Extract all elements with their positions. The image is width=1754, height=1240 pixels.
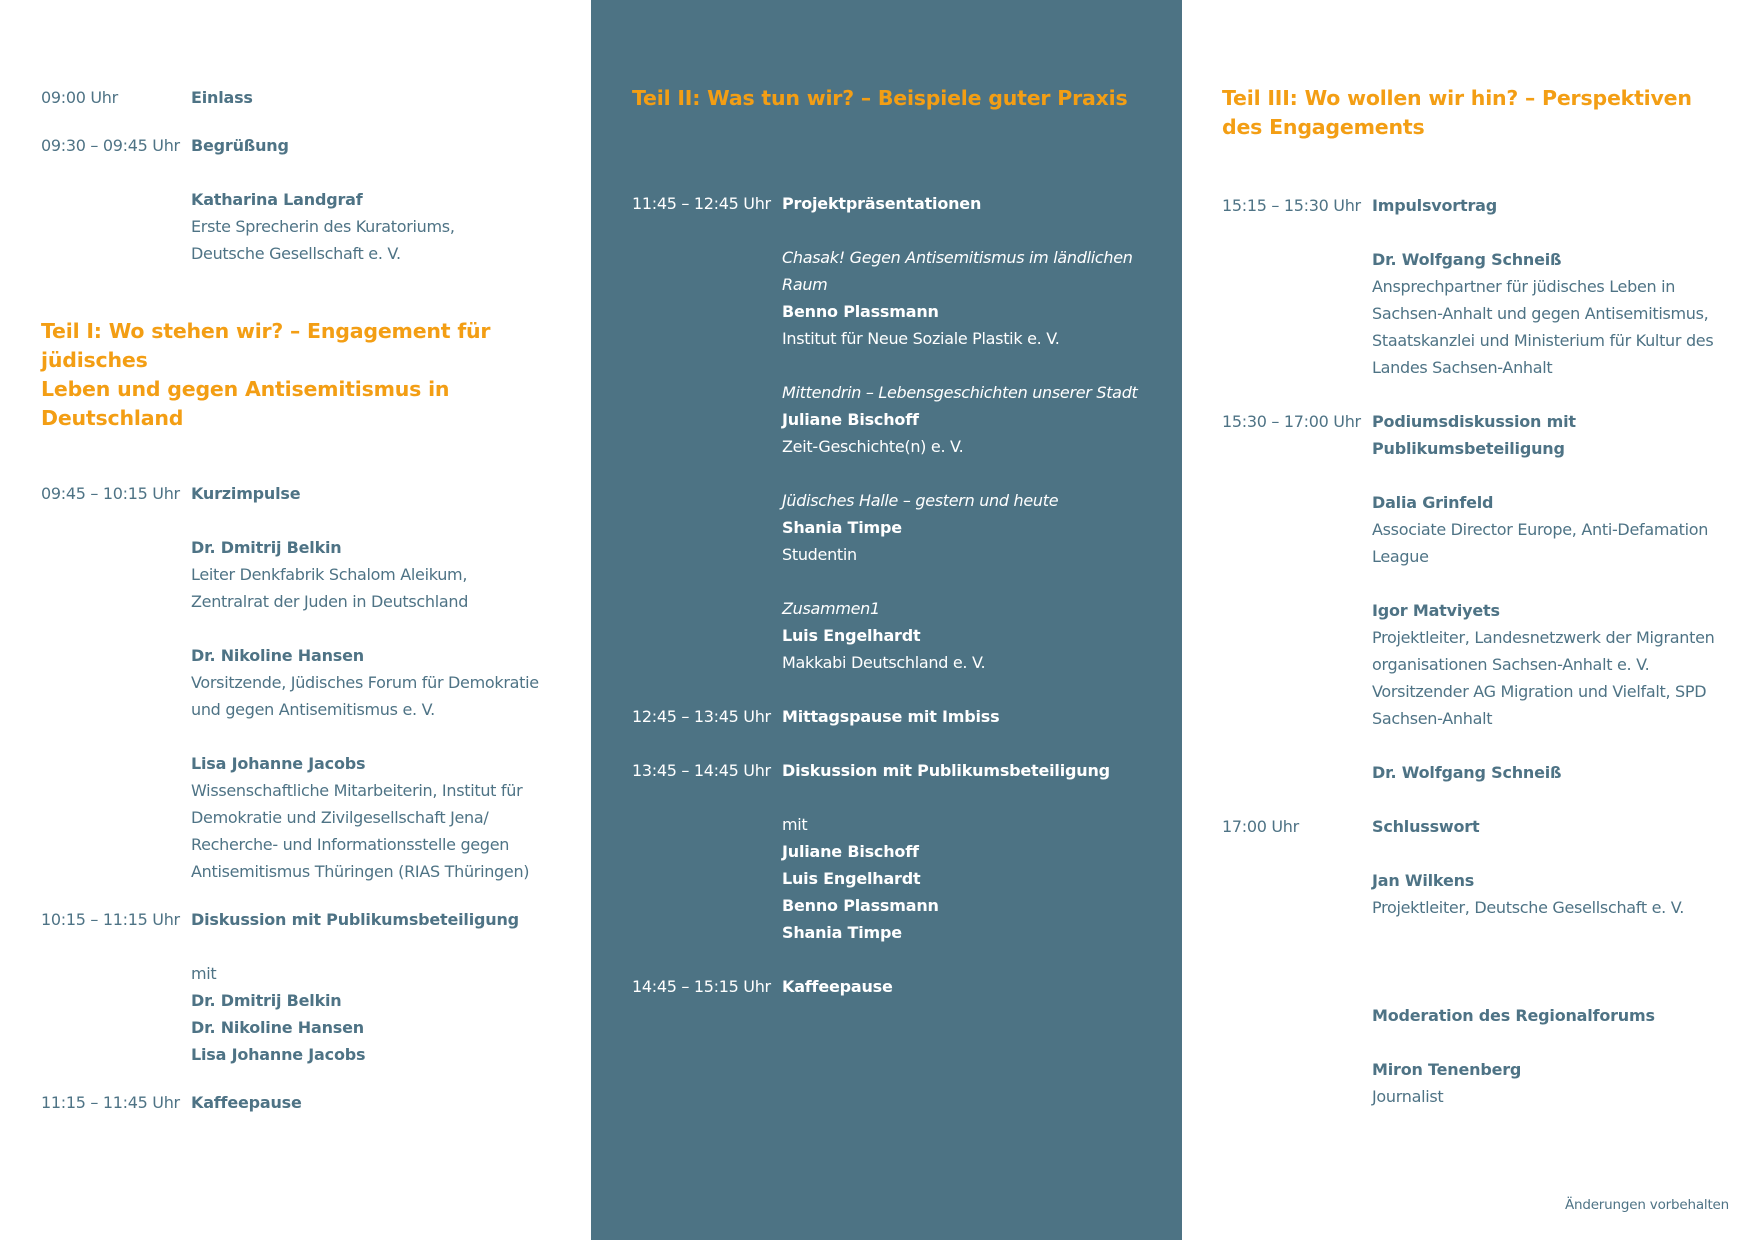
agenda-title: Schlusswort: [1372, 817, 1480, 836]
speaker-block: [191, 534, 551, 615]
time-label: 13:45 – 14:45 Uhr: [632, 761, 771, 780]
speaker-role: Vorsitzende, Jüdisches Forum für Demokratie: [191, 673, 539, 692]
speaker-role: Vorsitzender AG Migration und Vielfalt, SPD: [1372, 682, 1707, 701]
agenda-title: Projektpräsentationen: [782, 194, 982, 213]
moderation-title: Moderation des Regionalforums: [1372, 1006, 1655, 1025]
speaker-role: und gegen Antisemitismus e. V.: [191, 700, 435, 719]
speaker-name: Lisa Johanne Jacobs: [191, 754, 366, 773]
moderator-role: Journalist: [1372, 1087, 1444, 1106]
project-title: Chasak! Gegen Antisemitismus im ländlichen Raum: [782, 248, 1133, 294]
speaker-name: Jan Wilkens: [1372, 871, 1475, 890]
presenter-org: Zeit-Geschichte(n) e. V.: [782, 437, 964, 456]
time-label: 12:45 – 13:45 Uhr: [632, 707, 771, 726]
program-column-2: [591, 0, 1182, 1240]
agenda-title: Diskussion mit Publikumsbeteiligung: [782, 761, 1110, 780]
changes-reserved-note: Änderungen vorbehalten: [1564, 1197, 1729, 1213]
agenda-item-kaffeepause: [632, 973, 1142, 1000]
speaker-role: Deutsche Gesellschaft e. V.: [191, 244, 401, 263]
speaker-role: Projektleiter, Deutsche Gesellschaft e. V.: [1372, 898, 1685, 917]
time-label: 11:45 – 12:45 Uhr: [632, 194, 771, 213]
speaker-role: Projektleiter, Landesnetzwerk der Migranten: [1372, 628, 1715, 647]
speaker-role: Leiter Denkfabrik Schalom Aleikum,: [191, 565, 468, 584]
project-block: [782, 487, 1142, 568]
time-label: 15:15 – 15:30 Uhr: [1222, 196, 1361, 215]
time-label: 14:45 – 15:15 Uhr: [632, 977, 771, 996]
participant-name: Lisa Johanne Jacobs: [191, 1045, 366, 1064]
agenda-item-impulsvortrag: [1222, 192, 1734, 381]
speaker-role: Associate Director Europe, Anti-Defamation: [1372, 520, 1709, 539]
participant-name: Dr. Nikoline Hansen: [191, 1018, 364, 1037]
agenda-title: Mittagspause mit Imbiss: [782, 707, 1000, 726]
agenda-item-podiumsdiskussion: [1222, 408, 1734, 786]
agenda-item-kaffeepause: [41, 1089, 551, 1116]
agenda-title: Begrüßung: [191, 136, 289, 155]
presenter-name: Benno Plassmann: [782, 302, 939, 321]
speaker-role: Antisemitismus Thüringen (RIAS Thüringen): [191, 862, 530, 881]
speaker-role: Staatskanzlei und Ministerium für Kultur des: [1372, 331, 1714, 350]
with-label: mit: [191, 964, 217, 983]
presenter-org: Studentin: [782, 545, 857, 564]
speaker-role: Sachsen-Anhalt und gegen Antisemitismus,: [1372, 304, 1709, 323]
presenter-name: Juliane Bischoff: [782, 410, 919, 429]
program-column-1: [0, 0, 591, 1240]
time-label: 10:15 – 11:15 Uhr: [41, 910, 180, 929]
speaker-block: [191, 750, 551, 885]
participant-name: Dr. Dmitrij Belkin: [191, 991, 342, 1010]
agenda-title: Diskussion mit Publikumsbeteiligung: [191, 910, 519, 929]
agenda-item-schlusswort: [1222, 813, 1734, 921]
presenter-name: Shania Timpe: [782, 518, 902, 537]
speaker-name: Dr. Nikoline Hansen: [191, 646, 364, 665]
project-title: Jüdisches Halle – gestern und heute: [782, 491, 1059, 510]
time-label: 09:00 Uhr: [41, 88, 118, 107]
speaker-name: Dr. Wolfgang Schneiß: [1372, 250, 1562, 269]
agenda-item-projekte: [632, 190, 1142, 676]
time-label: 09:30 – 09:45 Uhr: [41, 136, 180, 155]
agenda-title: Kaffeepause: [191, 1093, 302, 1112]
section-title-teil-1: Teil I: Wo stehen wir? – Engagement für jüdisches Leben und gegen Antisemitismus in Deutschland: [41, 319, 491, 430]
speaker-role: Sachsen-Anhalt: [1372, 709, 1493, 728]
speaker-name: Igor Matviyets: [1372, 601, 1500, 620]
presenter-org: Institut für Neue Soziale Plastik e. V.: [782, 329, 1060, 348]
agenda-title: Publikumsbeteiligung: [1372, 439, 1565, 458]
agenda-item-einlass: [41, 84, 551, 111]
speaker-name: Dr. Wolfgang Schneiß: [1372, 763, 1562, 782]
speaker-role: Wissenschaftliche Mitarbeiterin, Institut für: [191, 781, 523, 800]
speaker-block: [1372, 597, 1734, 732]
time-label: 17:00 Uhr: [1222, 817, 1299, 836]
speaker-name: Dr. Dmitrij Belkin: [191, 538, 342, 557]
speaker-role: Ansprechpartner für jüdisches Leben in: [1372, 277, 1676, 296]
time-label: 09:45 – 10:15 Uhr: [41, 484, 180, 503]
agenda-item-diskussion: [632, 757, 1142, 946]
participant-name: Shania Timpe: [782, 923, 902, 942]
speaker-name: Katharina Landgraf: [191, 190, 363, 209]
participant-name: Luis Engelhardt: [782, 869, 921, 888]
speaker-block: [191, 642, 551, 723]
with-label: mit: [782, 815, 808, 834]
program-column-3: [1182, 0, 1754, 1240]
agenda-title: Einlass: [191, 88, 253, 107]
speaker-role: League: [1372, 547, 1429, 566]
speaker-role: Zentralrat der Juden in Deutschland: [191, 592, 469, 611]
project-block: [782, 595, 1142, 676]
presenter-org: Makkabi Deutschland e. V.: [782, 653, 986, 672]
project-block: [782, 244, 1142, 352]
project-block: [782, 379, 1142, 460]
speaker-block: [1372, 759, 1734, 786]
speaker-role: Recherche- und Informationsstelle gegen: [191, 835, 510, 854]
project-title: Mittendrin – Lebensgeschichten unserer Stadt: [782, 383, 1138, 402]
agenda-item-kurzimpulse: [41, 480, 551, 885]
speaker-role: Demokratie und Zivilgesellschaft Jena/: [191, 808, 489, 827]
time-label: 15:30 – 17:00 Uhr: [1222, 412, 1361, 431]
agenda-item-diskussion: [41, 906, 551, 1068]
section-title-teil-2: Teil II: Was tun wir? – Beispiele guter Praxis: [632, 86, 1128, 110]
agenda-item-begruessung: [41, 132, 551, 267]
moderation-block: [1222, 1002, 1734, 1110]
participant-name: Juliane Bischoff: [782, 842, 919, 861]
agenda-title: Podiumsdiskussion mit: [1372, 412, 1576, 431]
agenda-title: Impulsvortrag: [1372, 196, 1497, 215]
speaker-role: Landes Sachsen-Anhalt: [1372, 358, 1553, 377]
agenda-title: Kurzimpulse: [191, 484, 301, 503]
participant-name: Benno Plassmann: [782, 896, 939, 915]
agenda-title: Kaffeepause: [782, 977, 893, 996]
project-title: Zusammen1: [782, 599, 880, 618]
moderator-name: Miron Tenenberg: [1372, 1060, 1522, 1079]
time-label: 11:15 – 11:45 Uhr: [41, 1093, 180, 1112]
agenda-item-mittagspause: [632, 703, 1142, 730]
presenter-name: Luis Engelhardt: [782, 626, 921, 645]
speaker-role: organisationen Sachsen-Anhalt e. V.: [1372, 655, 1650, 674]
speaker-name: Dalia Grinfeld: [1372, 493, 1494, 512]
section-title-teil-3: Teil III: Wo wollen wir hin? – Perspektiven des Engagements: [1222, 86, 1692, 139]
speaker-block: [1372, 489, 1734, 570]
speaker-role: Erste Sprecherin des Kuratoriums,: [191, 217, 455, 236]
